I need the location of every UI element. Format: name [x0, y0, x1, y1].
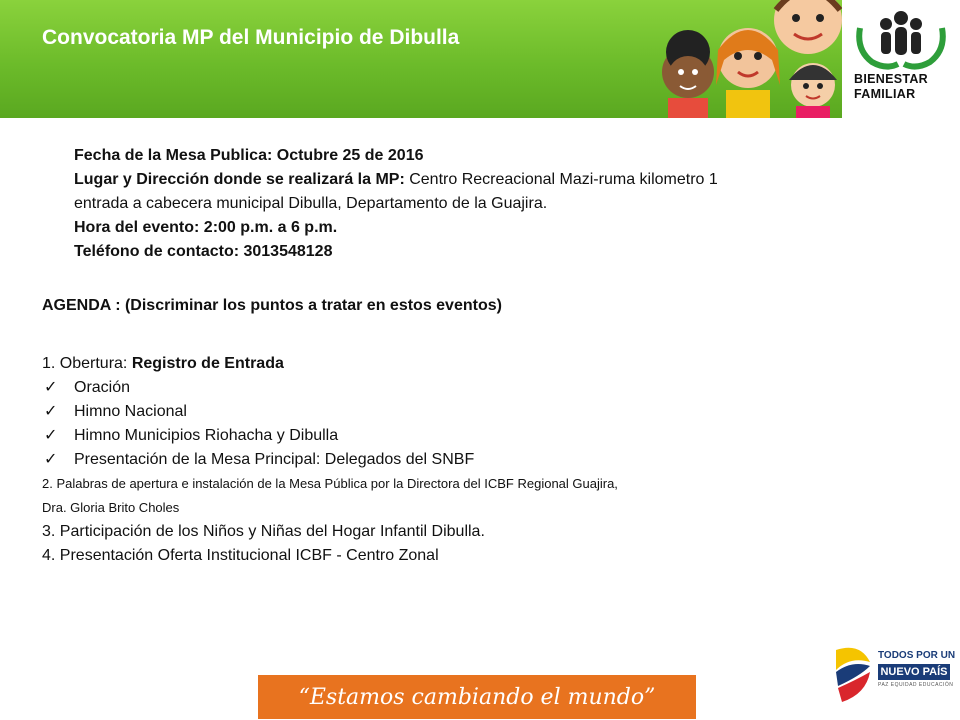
agenda-check-label: Presentación de la Mesa Principal: Delegados del SNBF [74, 451, 475, 468]
logo-text-line2: FAMILIAR [854, 87, 916, 101]
agenda-item-3: 3. Participación de los Niños y Niñas del Hogar Infantil Dibulla. [42, 523, 485, 540]
agenda-list [42, 352, 618, 568]
gov-slogan-line1: TODOS POR UN [878, 650, 956, 661]
logo-text-line1: BIENESTAR [854, 72, 929, 86]
government-logo [830, 640, 955, 720]
agenda-title: AGENDA : (Discriminar los puntos a tratar en estos eventos) [42, 297, 502, 314]
agenda-item-2-line2: Dra. Gloria Brito Choles [42, 500, 180, 515]
agenda-check-item [42, 400, 618, 424]
checkmark-icon: ✓ [44, 427, 58, 444]
page-title: Convocatoria MP del Municipio de Dibulla [42, 26, 460, 49]
bienestar-familiar-logo [842, 0, 960, 118]
agenda-check-label: Oración [74, 379, 131, 396]
colombia-flag-icon [830, 642, 874, 712]
event-info [74, 144, 718, 264]
agenda-item-2-line1: 2. Palabras de apertura e instalación de la Mesa Pública por la Directora del ICBF Regional Guajira, [42, 476, 618, 491]
checkmark-icon: ✓ [44, 379, 58, 396]
agenda-check-label: Himno Municipios Riohacha y Dibulla [74, 427, 339, 444]
checkmark-icon: ✓ [44, 451, 58, 468]
event-time: Hora del evento: 2:00 p.m. a 6 p.m. [74, 219, 338, 236]
event-phone: Teléfono de contacto: 3013548128 [74, 243, 333, 260]
children-illustration [648, 0, 848, 118]
checkmark-icon: ✓ [44, 403, 58, 420]
agenda-item-1-prefix: 1. Obertura: [42, 355, 132, 372]
agenda-item-1 [42, 352, 618, 376]
event-date: Fecha de la Mesa Publica: Octubre 25 de 2016 [74, 147, 424, 164]
agenda-item-4: 4. Presentación Oferta Institucional ICBF - Centro Zonal [42, 547, 439, 564]
event-place-continued: entrada a cabecera municipal Dibulla, Departamento de la Guajira. [74, 195, 548, 212]
agenda-check-label: Himno Nacional [74, 403, 187, 420]
agenda-item-1-bold: Registro de Entrada [131, 355, 284, 372]
agenda-check-item [42, 376, 618, 400]
event-place-label: Lugar y Dirección donde se realizará la MP: [74, 171, 405, 188]
agenda-check-item [42, 424, 618, 448]
header-banner [0, 0, 960, 118]
gov-slogan-line3: PAZ EQUIDAD EDUCACIÓN [878, 682, 954, 688]
slogan-banner: “Estamos cambiando el mundo” [258, 675, 696, 719]
gov-slogan-line2: NUEVO PAÍS [878, 664, 950, 680]
family-hands-icon [842, 0, 960, 70]
agenda-check-item [42, 448, 618, 472]
event-place [74, 168, 718, 192]
event-place-value: Centro Recreacional Mazi-ruma kilometro 1 [404, 171, 718, 188]
